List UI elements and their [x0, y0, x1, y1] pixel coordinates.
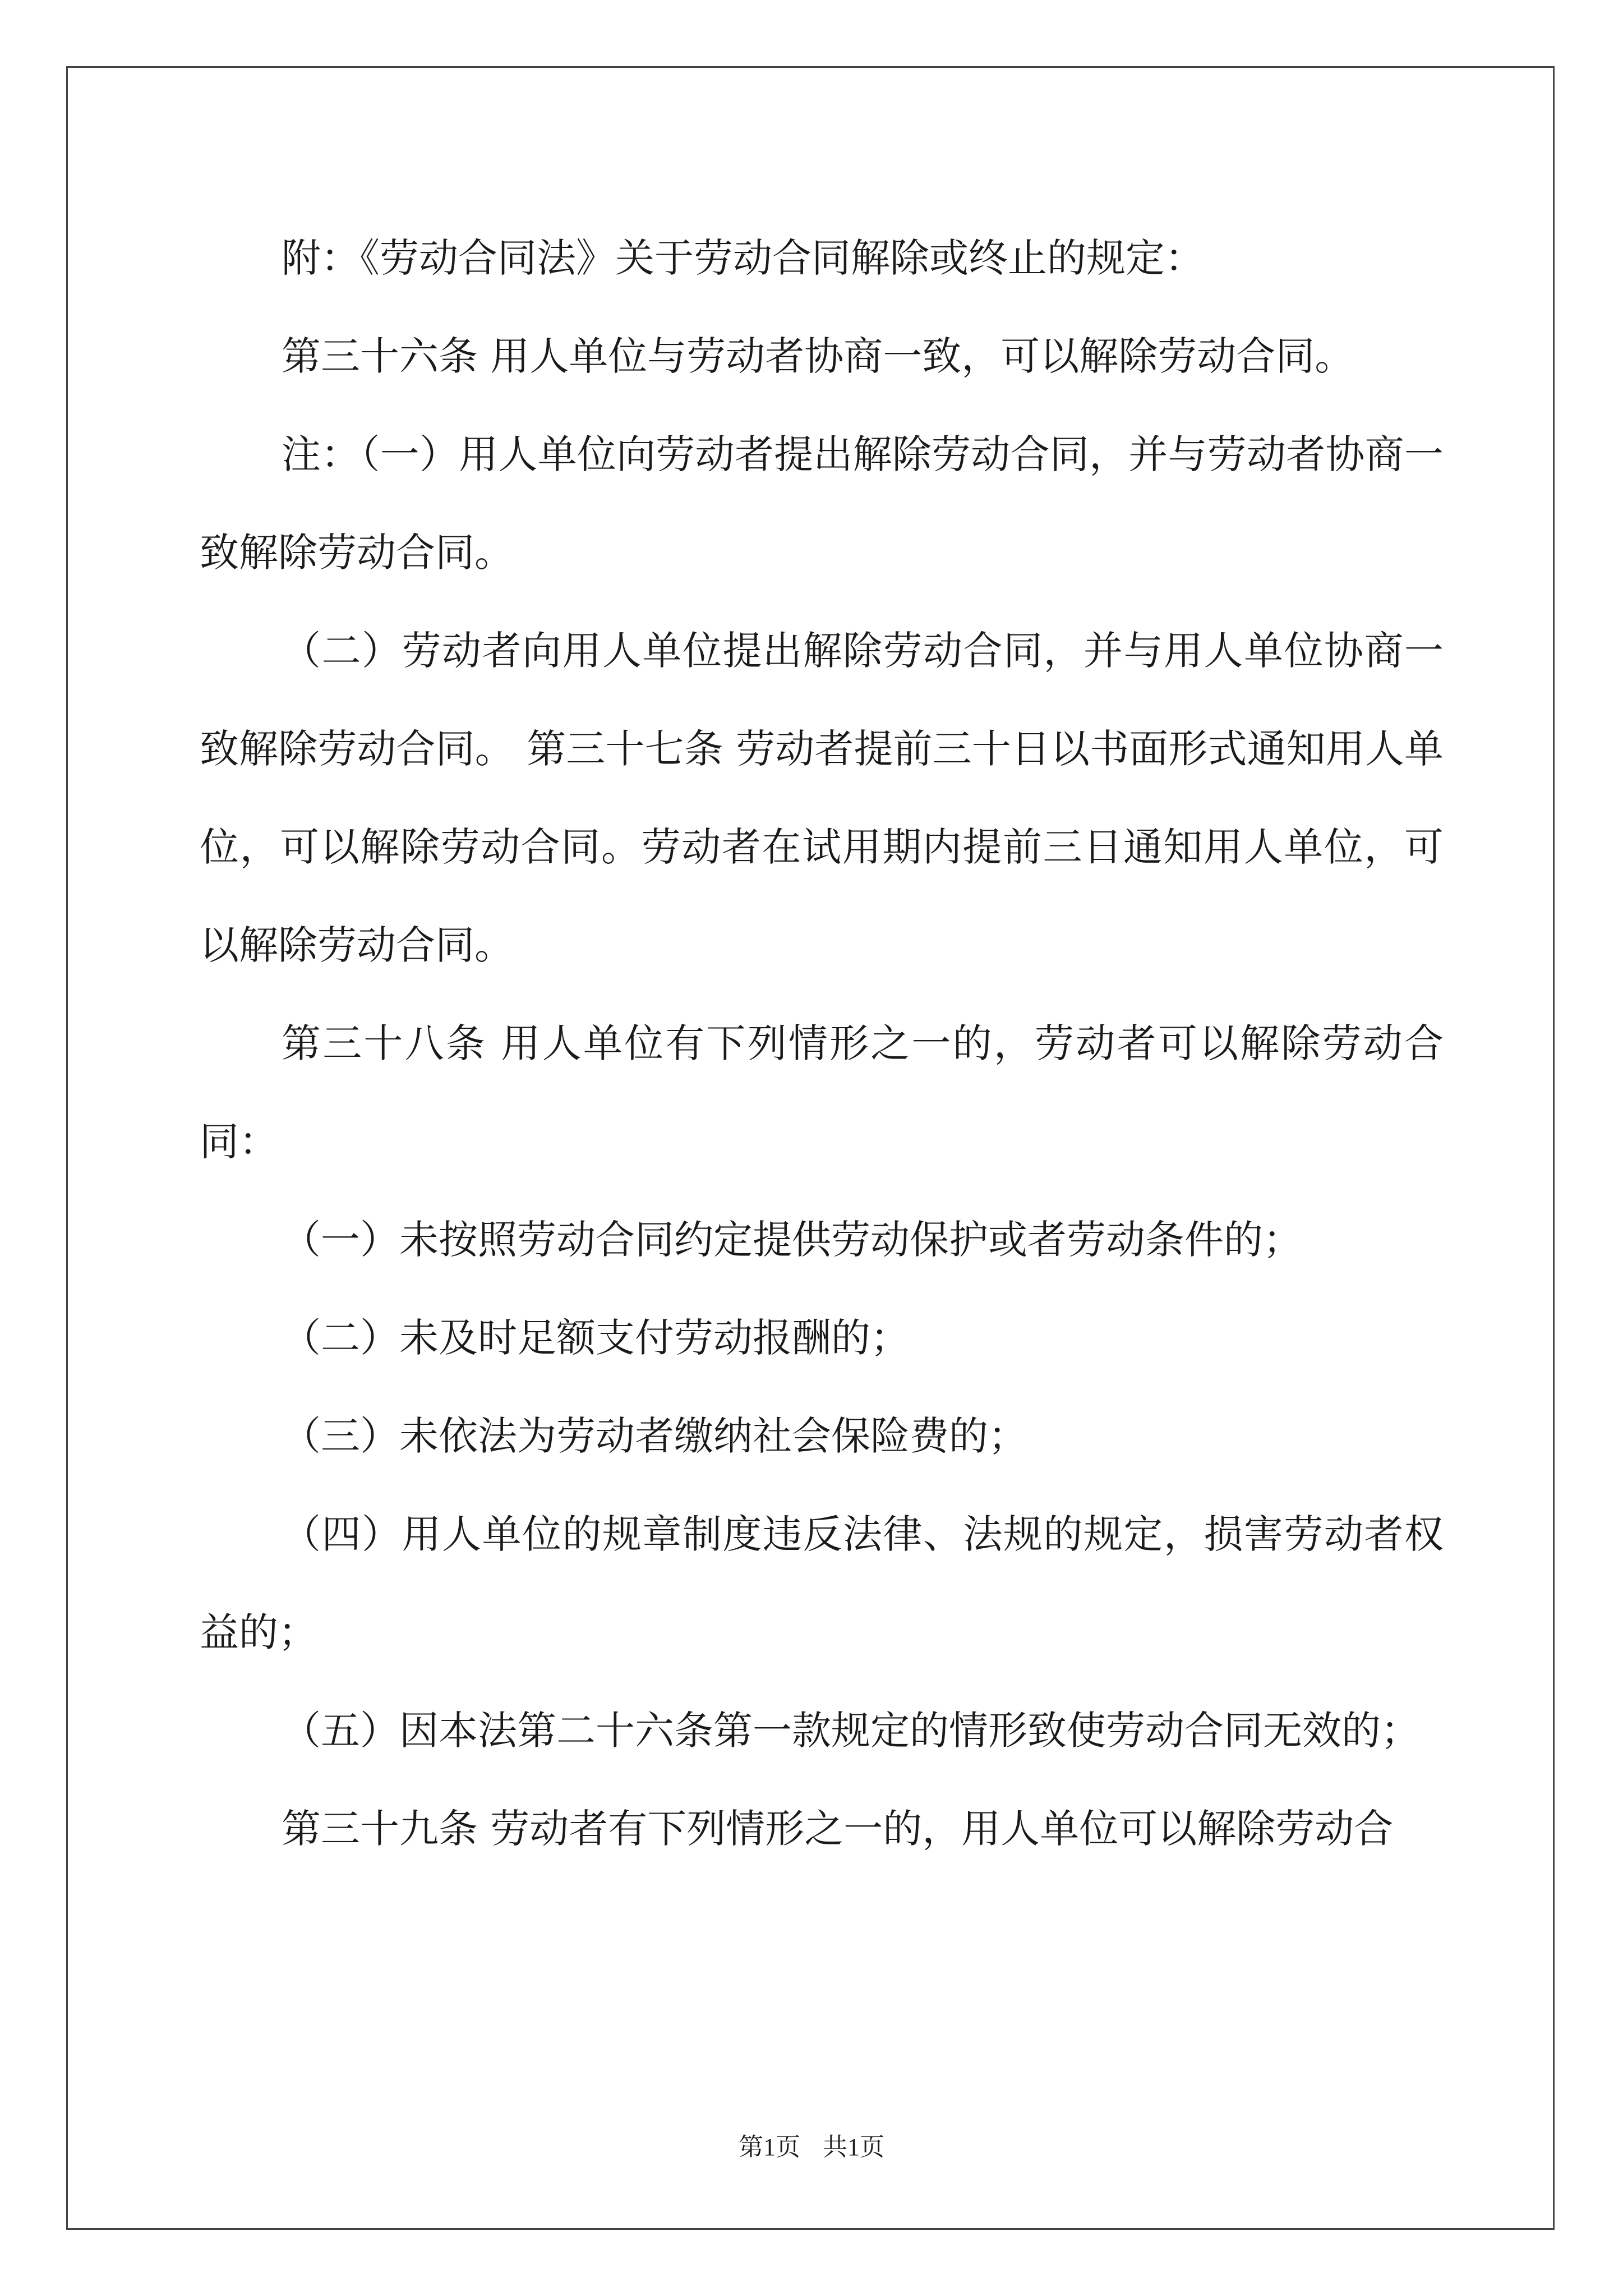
paragraph-appendix-title: 附：《劳动合同法》关于劳动合同解除或终止的规定：: [282, 235, 1204, 281]
paragraph-article-38: 第三十八条 用人单位有下列情形之一的，劳动者可以解除劳动合同：: [200, 1020, 1444, 1165]
paragraph-article-39: 第三十九条 劳动者有下列情形之一的，用人单位可以解除劳动合: [282, 1806, 1394, 1852]
page-number: 第1页: [739, 2133, 800, 2161]
paragraph-item-3: （三）未依法为劳动者缴纳社会保险费的；: [282, 1413, 1027, 1459]
paragraph-note-1: 注：（一）用人单位向劳动者提出解除劳动合同，并与劳动者协商一致解除劳动合同。: [200, 431, 1444, 576]
paragraph-article-36: 第三十六条 用人单位与劳动者协商一致，可以解除劳动合同。: [282, 333, 1354, 379]
document-body: [200, 209, 1444, 1878]
paragraph-note-2-article-37: （二）劳动者向用人单位提出解除劳动合同，并与用人单位协商一致解除劳动合同。 第三十七条 劳动者提前三十日以书面形式通知用人单位，可以解除劳动合同。劳动者在试用期内提前三日通知用人单位，可以解除劳动合同。: [200, 628, 1444, 968]
paragraph-item-5: （五）因本法第二十六条第一款规定的情形致使劳动合同无效的；: [282, 1708, 1420, 1754]
page-footer: [0, 2131, 1623, 2164]
paragraph-item-4: （四）用人单位的规章制度违反法律、法规的规定，损害劳动者权益的；: [200, 1511, 1444, 1655]
paragraph-item-2: （二）未及时足额支付劳动报酬的；: [282, 1315, 910, 1361]
paragraph-item-1: （一）未按照劳动合同约定提供劳动保护或者劳动条件的；: [282, 1217, 1302, 1263]
total-pages: 共1页: [823, 2133, 884, 2161]
